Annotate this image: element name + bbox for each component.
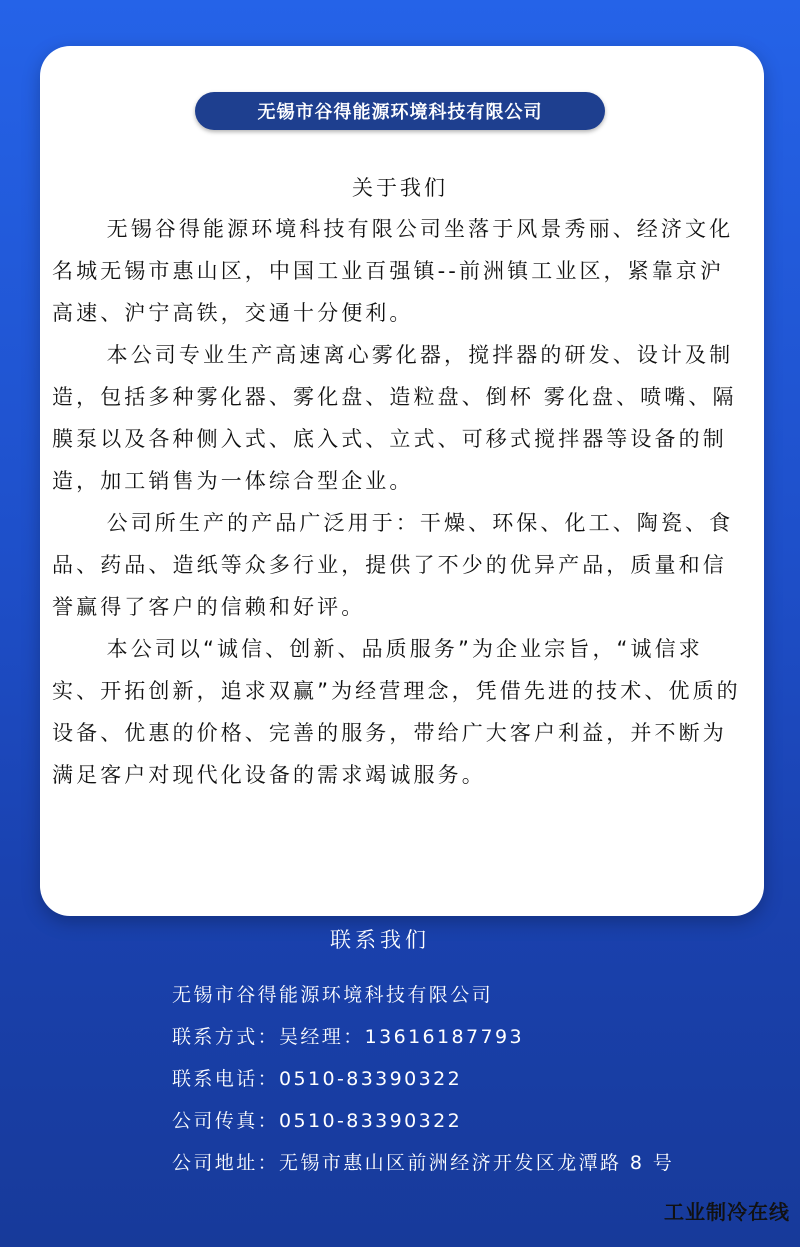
about-title: 关于我们 [352, 176, 448, 200]
contact-address: 公司地址：无锡市惠山区前洲经济开发区龙潭路 8 号 [172, 1152, 675, 1174]
about-paragraph: 本公司专业生产高速离心雾化器，搅拌器的研发、设计及制造，包括多种雾化器、雾化盘、造粒盘、倒杯 雾化盘、喷嘴、隔膜泵以及各种侧入式、底入式、立式、可移式搅拌器等设备的制造，加工销售为一体综合型企业。 [52, 343, 737, 493]
contact-person: 联系方式：吴经理：13616187793 [172, 1026, 524, 1048]
contact-title: 联系我们 [330, 928, 430, 952]
contact-list [172, 975, 772, 1185]
about-text [46, 208, 746, 796]
contact-fax: 公司传真：0510-83390322 [172, 1110, 463, 1132]
watermark-text: 工业制冷在线 [664, 1200, 790, 1224]
about-paragraph: 公司所生产的产品广泛用于：干燥、环保、化工、陶瓷、食品、药品、造纸等众多行业，提供了不少的优异产品，质量和信誉赢得了客户的信赖和好评。 [52, 511, 734, 619]
contact-company: 无锡市谷得能源环境科技有限公司 [172, 984, 494, 1006]
contact-phone: 联系电话：0510-83390322 [172, 1068, 463, 1090]
company-name-banner: 无锡市谷得能源环境科技有限公司 [195, 92, 605, 130]
about-paragraph: 无锡谷得能源环境科技有限公司坐落于风景秀丽、经济文化名城无锡市惠山区，中国工业百强镇--前洲镇工业区，紧靠京沪高速、沪宁高铁，交通十分便利。 [52, 217, 734, 325]
about-paragraph: 本公司以“诚信、创新、品质服务”为企业宗旨，“诚信求实、开拓创新，追求双赢”为经营理念，凭借先进的技术、优质的设备、优惠的价格、完善的服务，带给广大客户利益，并不断为满足客户对现代化设备的需求竭诚服务。 [52, 637, 741, 787]
